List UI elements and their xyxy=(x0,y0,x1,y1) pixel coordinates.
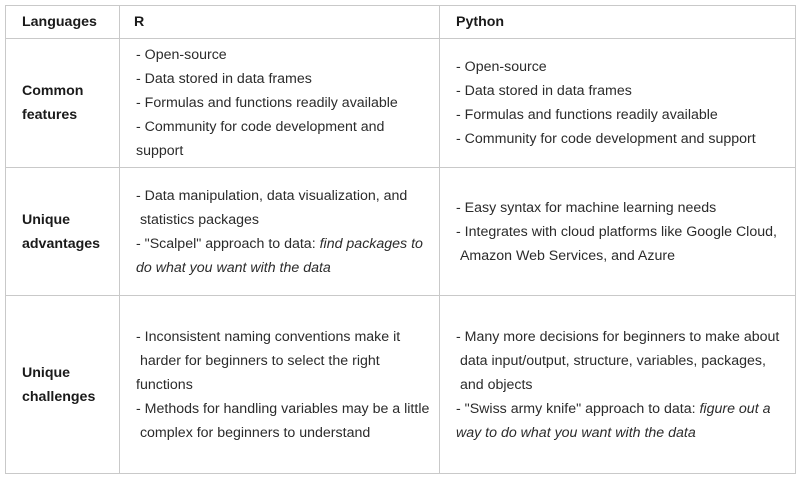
list-item: - Open-source xyxy=(136,47,227,63)
python-unique-challenges-cell xyxy=(440,296,796,474)
header-r: R xyxy=(120,6,440,39)
list-item: Amazon Web Services, and Azure xyxy=(456,247,675,264)
r-unique-advantages-cell xyxy=(120,168,440,296)
header-row xyxy=(6,6,796,39)
row-label-unique-advantages: Unique advantages xyxy=(6,168,120,296)
row-label-common-features: Common features xyxy=(6,39,120,168)
python-common-features-cell xyxy=(440,39,796,168)
list-item: - Formulas and functions readily available xyxy=(136,95,398,111)
list-item: - Community for code development and support xyxy=(136,119,389,159)
emphasis-text: figure out a way to do what you want with the data xyxy=(456,400,775,441)
emphasis-text: find packages to do what you want with the data xyxy=(136,235,427,276)
header-languages: Languages xyxy=(6,6,120,39)
list-item xyxy=(456,397,789,445)
list-item: statistics packages xyxy=(136,211,260,228)
list-item: - Formulas and functions readily available xyxy=(456,107,718,123)
list-item: - Many more decisions for beginners to make about xyxy=(456,328,780,345)
list-item: - Methods for handling variables may be a little xyxy=(136,400,430,417)
list-item: harder for beginners to select the right functions xyxy=(136,352,384,393)
header-python: Python xyxy=(440,6,796,39)
list-item: - Easy syntax for machine learning needs xyxy=(456,199,717,216)
list-item: - Inconsistent naming conventions make it xyxy=(136,328,401,345)
list-item: - Integrates with cloud platforms like Google Cloud, xyxy=(456,223,777,240)
list-item: complex for beginners to understand xyxy=(136,424,371,441)
list-item: - Data manipulation, data visualization, and xyxy=(136,187,408,204)
python-unique-advantages-cell xyxy=(440,168,796,296)
list-item-text: - "Swiss army knife" approach to data: xyxy=(456,400,700,417)
row-unique-advantages xyxy=(6,168,796,296)
list-item: - Data stored in data frames xyxy=(136,71,312,87)
comparison-table xyxy=(5,5,796,474)
row-common-features xyxy=(6,39,796,168)
list-item: - Open-source xyxy=(456,59,547,75)
list-item: - Community for code development and support xyxy=(456,131,756,147)
list-item: - Data stored in data frames xyxy=(456,83,632,99)
row-label-unique-challenges: Unique challenges xyxy=(6,296,120,474)
list-item: and objects xyxy=(456,376,533,393)
r-unique-challenges-cell xyxy=(120,296,440,474)
list-item-text: - "Scalpel" approach to data: xyxy=(136,235,320,252)
r-common-features-cell xyxy=(120,39,440,168)
row-unique-challenges xyxy=(6,296,796,474)
list-item: data input/output, structure, variables, packages, xyxy=(456,352,766,369)
list-item xyxy=(136,232,433,280)
